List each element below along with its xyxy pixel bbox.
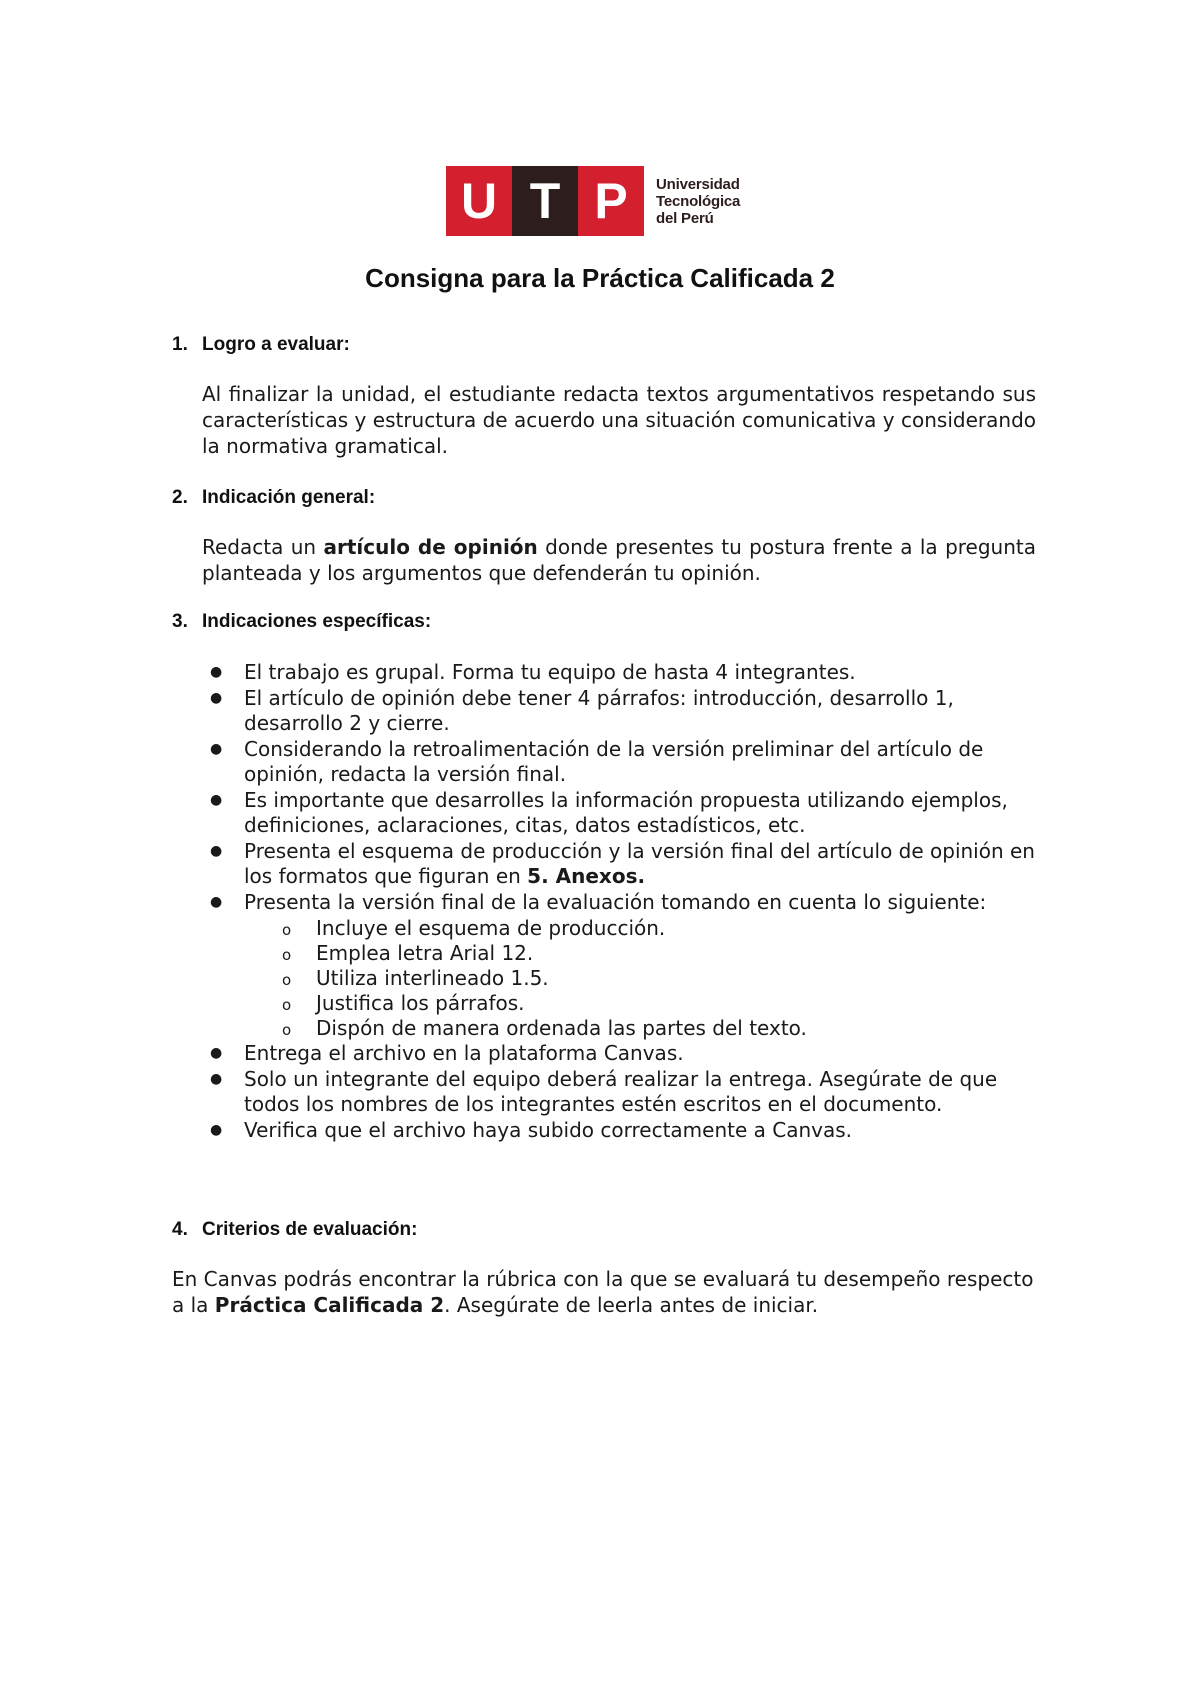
logo-wordmark [656, 176, 740, 227]
list-item: ● Solo un integrante del equipo deberá realizar la entrega. Asegúrate de que todos los nombres de los integrantes estén escritos en el documento. [202, 1067, 1036, 1117]
sub-list-item: o Incluye el esquema de producción. [202, 916, 1036, 941]
text-run: Presenta el esquema de producción y la versión final del artículo de opinión en los formatos que figuran en [244, 839, 1035, 888]
section-number: 3. [172, 611, 188, 632]
sub-list-item: o Utiliza interlineado 1.5. [202, 966, 1036, 991]
text-run: donde presentes tu postura frente a la pregunta planteada y los argumentos que defenderán tu opinión. [202, 535, 1036, 585]
utp-logo [446, 166, 740, 236]
list-item: ● Considerando la retroalimentación de la versión preliminar del artículo de opinión, redacta la versión final. [202, 737, 1036, 787]
text-run: . Asegúrate de leerla antes de iniciar. [444, 1293, 819, 1317]
section-number: 4. [172, 1219, 188, 1240]
logo-line-1: Universidad [656, 175, 740, 193]
sub-list-item: o Emplea letra Arial 12. [202, 941, 1036, 966]
section-number: 1. [172, 334, 188, 355]
list-item: ● Es importante que desarrolles la información propuesta utilizando ejemplos, definiciones, aclaraciones, citas, datos estadísticos, etc. [202, 788, 1036, 838]
list-item: ● Verifica que el archivo haya subido correctamente a Canvas. [202, 1118, 1036, 1143]
section-title: Logro a evaluar: [202, 334, 350, 355]
section-2-heading [172, 487, 375, 509]
sub-list-item: o Justifica los párrafos. [202, 991, 1036, 1016]
bold-text-run: 5. Anexos. [527, 864, 646, 888]
list-item: ● Presenta la versión final de la evaluación tomando en cuenta lo siguiente: [202, 890, 1036, 915]
list-item: ● El trabajo es grupal. Forma tu equipo de hasta 4 integrantes. [202, 660, 1036, 685]
list-item: ● Entrega el archivo en la plataforma Canvas. [202, 1041, 1036, 1066]
list-item [202, 839, 1036, 889]
section-title: Indicaciones específicas: [202, 611, 432, 632]
logo-line-3: del Perú [656, 209, 714, 227]
logo-letter-t: T [512, 166, 578, 236]
bold-text-run: Práctica Calificada 2 [214, 1293, 445, 1317]
section-2-paragraph [202, 534, 1036, 586]
section-title: Criterios de evaluación: [202, 1219, 418, 1240]
section-number: 2. [172, 487, 188, 508]
sub-list-item: o Dispón de manera ordenada las partes del texto. [202, 1016, 1036, 1041]
section-1-heading [172, 334, 350, 356]
section-4-heading [172, 1219, 417, 1241]
list-item: ● El artículo de opinión debe tener 4 párrafos: introducción, desarrollo 1, desarrollo 2 y cierre. [202, 686, 1036, 736]
bold-text-run: artículo de opinión [323, 535, 538, 559]
text-run: Redacta un [202, 535, 324, 559]
bullet-list [202, 660, 1036, 1144]
section-1-paragraph: Al finalizar la unidad, el estudiante redacta textos argumentativos respetando sus características y estructura de acuerdo una situación comunicativa y considerando la normativa gramatical. [202, 382, 1036, 458]
section-3-heading [172, 611, 431, 633]
text-run: En Canvas podrás encontrar la rúbrica con la que se evaluará tu desempeño respecto a la [172, 1267, 1034, 1317]
logo-letter-u: U [446, 166, 512, 236]
logo-letter-p: P [578, 166, 644, 236]
section-4-paragraph [172, 1266, 1036, 1318]
document-title: Consigna para la Práctica Calificada 2 [365, 263, 835, 293]
section-title: Indicación general: [202, 487, 376, 508]
logo-line-2: Tecnológica [656, 192, 741, 210]
